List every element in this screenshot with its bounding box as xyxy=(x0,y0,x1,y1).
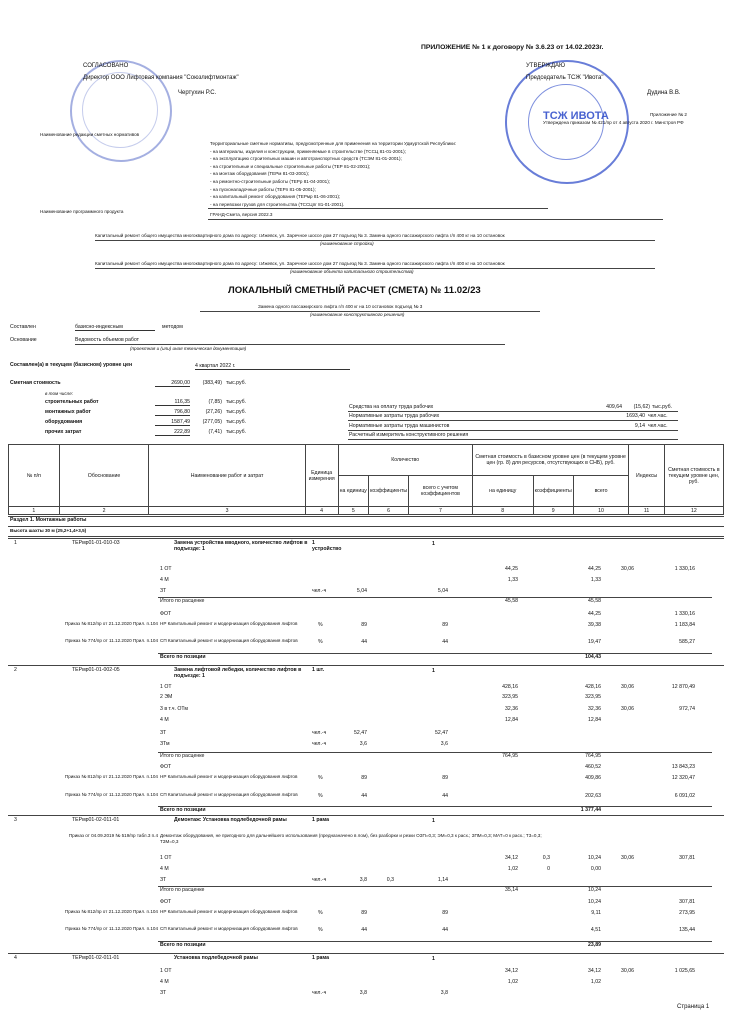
cost-row-q2: 0,3 xyxy=(386,877,394,883)
item-code: ТЕРмр01-02-011-01 xyxy=(72,817,120,823)
summary-unit: чел.час. xyxy=(648,423,668,429)
th-current: Сметная стоимость в текущем уровне цен, руб. xyxy=(664,445,723,507)
cost-row-unit: тыс.руб. xyxy=(226,419,247,425)
item-name: Установка подлебедочной рамы xyxy=(174,955,258,961)
approved-right-name: Дудина В.В. xyxy=(647,90,681,96)
overhead-q1: 44 xyxy=(361,793,367,799)
overhead-s3: 9,11 xyxy=(591,910,601,916)
cost-row-s1: 323,95 xyxy=(502,694,518,700)
cost-row-s3: 10,24 xyxy=(588,855,601,861)
overhead-current: 6 091,02 xyxy=(674,793,695,799)
th-n: 12 xyxy=(664,507,723,515)
overhead-q3: 89 xyxy=(442,775,448,781)
cost-unit: тыс.руб. xyxy=(226,380,247,386)
approved-left-name: Чертухин Р.С. xyxy=(178,90,217,96)
th-q1: на единицу xyxy=(338,476,369,507)
appendix-ref-2: Утверждена приказом № 421/пр от 4 августа 2020 г. Минстроя РФ xyxy=(543,120,684,125)
cost-row-s3: 460,52 xyxy=(585,764,601,770)
cost-row-unit: тыс.руб. xyxy=(226,429,247,435)
cost-row-index: 30,06 xyxy=(621,855,634,861)
cost-row-label: оборудования xyxy=(45,419,83,425)
overhead-current: 273,95 xyxy=(679,910,695,916)
overhead-name: НР Капитальный ремонт и модернизация оборудования лифтов xyxy=(160,621,298,626)
item-number: 3 xyxy=(14,817,17,823)
item-unit: 1 устройство xyxy=(312,540,342,553)
cost-row-s3: 764,95 xyxy=(585,753,601,759)
th-cost: Сметная стоимость в базисном уровне цен (в текущем уровне цен (гр. 8) для ресурсов, отсутствующих в СНБ), руб. xyxy=(472,445,629,476)
approved-left-label: СОГЛАСОВАНО xyxy=(83,63,129,69)
cost-row-s1: 34,12 xyxy=(505,855,518,861)
cost-row-unit: тыс.руб. xyxy=(226,399,247,405)
norms-line: - на капитальный ремонт оборудования (ТЕРмр 81-06-2001); xyxy=(210,194,341,200)
cost-row-current: 1 330,16 xyxy=(674,566,695,572)
item-total-label: Всего по позиции xyxy=(160,807,206,813)
cost-row-q3: 52,47 xyxy=(435,730,448,736)
item-qty: 1 xyxy=(432,956,435,962)
summary-unit: чел.час. xyxy=(648,413,668,419)
item-name: Демонтаж: Установка подлебедочной рамы xyxy=(174,817,287,823)
cost-row-s1: 12,84 xyxy=(505,717,518,723)
item-qty: 1 xyxy=(432,541,435,547)
overhead-q1: 89 xyxy=(361,622,367,628)
cost-row-value: 116,35 xyxy=(155,399,190,406)
overhead-ref: Приказ № 774/пр от 11.12.2020 Прил. п.104 xyxy=(65,792,158,797)
cost-row-q1: 3,8 xyxy=(359,990,367,996)
summary-value: 1693,40 xyxy=(626,413,645,419)
overhead-name: СП Капитальный ремонт и модернизация оборудования лифтов xyxy=(160,638,298,643)
cost-row-s2: 0,3 xyxy=(542,855,550,861)
cost-row-value: 222,89 xyxy=(155,429,190,436)
summary-base: (15,62) xyxy=(633,404,650,410)
cost-row-current: 12 870,49 xyxy=(671,684,695,690)
item-code: ТЕРмр01-01-002-05 xyxy=(72,667,120,673)
cost-row-name: 1 ОТ xyxy=(160,684,172,690)
cost-row-index: 30,06 xyxy=(621,706,634,712)
cost-row-base: (7,85) xyxy=(208,399,222,405)
item-number: 2 xyxy=(14,667,17,673)
cost-row-name: ФОТ xyxy=(160,611,172,617)
cost-row-name: 4 М xyxy=(160,866,169,872)
overhead-current: 12 320,47 xyxy=(671,775,695,781)
cost-row-s3: 10,24 xyxy=(588,887,601,893)
overhead-s3: 39,38 xyxy=(588,622,601,628)
method-suffix: методом xyxy=(162,324,183,330)
norms-line: - на строительные и специальные строительные работы (ТЕР 81-02-2001); xyxy=(210,163,371,169)
cost-row-name: ЗТ xyxy=(160,730,167,736)
norms-line: - на пусконаладочные работы (ТЕРп 81-05-2001); xyxy=(210,186,316,192)
item-qty: 1 xyxy=(432,818,435,824)
overhead-unit: % xyxy=(318,622,323,628)
overhead-q1: 44 xyxy=(361,639,367,645)
cost-row-unit: чел.-ч xyxy=(312,730,327,736)
cost-row-name: 4 М xyxy=(160,717,169,723)
overhead-q1: 89 xyxy=(361,910,367,916)
summary-unit: тыс.руб. xyxy=(652,404,673,410)
method-value: базисно-индексным xyxy=(75,324,155,331)
cost-row-s3: 0,00 xyxy=(590,866,601,872)
cost-row-s1: 1,33 xyxy=(507,577,518,583)
th-s2: коэффициенты xyxy=(533,476,573,507)
cost-row-label: монтажных работ xyxy=(45,409,91,415)
th-q3: всего с учетом коэффициентов xyxy=(409,476,473,507)
th-unit: Единица измерения xyxy=(305,445,338,507)
item-code: ТЕРмр01-02-011-01 xyxy=(72,955,120,961)
cost-row-q1: 3,6 xyxy=(359,741,367,747)
cost-row-unit: тыс.руб. xyxy=(226,409,247,415)
cost-row-s3: 32,36 xyxy=(588,706,601,712)
appendix-ref-1: Приложение № 2 xyxy=(650,112,687,117)
cost-row-current: 13 843,23 xyxy=(671,764,695,770)
overhead-ref: Приказ № 812/пр от 21.12.2020 Прил. п.104 xyxy=(64,909,158,914)
cost-row-name: Итого по расценке xyxy=(160,598,205,604)
cost-row-label: прочих затрат xyxy=(45,429,82,435)
overhead-unit: % xyxy=(318,910,323,916)
cost-row-s3: 12,84 xyxy=(588,717,601,723)
overhead-current: 135,44 xyxy=(679,927,695,933)
approved-right-position: Председатель ТСЖ "Ивота" xyxy=(526,75,604,81)
estimate-table-header xyxy=(8,444,724,515)
price-level-value: 4 квартал 2022 г. xyxy=(195,363,350,370)
summary-label: Средства на оплату труда рабочих xyxy=(349,404,434,410)
cost-row-name: 1 ОТ xyxy=(160,566,172,572)
software-value: ГРАНД-Смета, версия 2022.3 xyxy=(210,212,273,217)
software-label: Наименование программного продукта xyxy=(40,209,124,214)
overhead-current: 1 183,84 xyxy=(674,622,695,628)
norms-label: Наименование редакции сметных нормативов xyxy=(40,132,140,137)
cost-row-base: (27,26) xyxy=(205,409,222,415)
section-title: Раздел 1. Монтажные работы xyxy=(10,517,87,523)
summary-label: Нормативные затраты труда рабочих xyxy=(349,413,440,419)
cost-row-name: 2 ЭМ xyxy=(160,694,173,700)
item3-note-text2: ТЗМ=0,3 xyxy=(160,839,179,844)
item-qty: 1 xyxy=(432,668,435,674)
overhead-q3: 44 xyxy=(442,793,448,799)
overhead-name: НР Капитальный ремонт и модернизация оборудования лифтов xyxy=(160,909,298,914)
overhead-ref: Приказ № 812/пр от 21.12.2020 Прил. п.104 xyxy=(64,774,158,779)
overhead-s3: 19,47 xyxy=(588,639,601,645)
cost-row-name: Итого по расценке xyxy=(160,887,205,893)
approved-left-position: Директор ООО Лифтовая компания "Союзлифтмонтаж" xyxy=(83,75,239,81)
cost-row-name: 4 М xyxy=(160,577,169,583)
cost-row-s1: 764,95 xyxy=(502,753,518,759)
item-total-value: 104,43 xyxy=(585,654,601,660)
overhead-ref: Приказ № 774/пр от 11.12.2020 Прил. п.104 xyxy=(65,926,158,931)
cost-row-base: (277,05) xyxy=(202,419,222,425)
overhead-unit: % xyxy=(318,775,323,781)
cost-row-s1: 45,58 xyxy=(505,598,518,604)
item-unit: 1 рама xyxy=(312,817,330,823)
item-name: Замена устройства вводного, количество лифтов в подъезде: 1 xyxy=(174,540,308,553)
th-name: Наименование работ и затрат xyxy=(149,445,305,507)
doc-title: ЛОКАЛЬНЫЙ СМЕТНЫЙ РАСЧЕТ (СМЕТА) № 11.02/23 xyxy=(228,285,481,296)
cost-row-index: 30,06 xyxy=(621,566,634,572)
basis-caption: (проектная и (или) иная техническая документация) xyxy=(130,346,247,351)
cost-row-label: строительных работ xyxy=(45,399,99,405)
cost-row-s3: 428,16 xyxy=(585,684,601,690)
item-unit: 1 рама xyxy=(312,955,330,961)
overhead-q3: 89 xyxy=(442,622,448,628)
item3-note-ref: Приказ от 04.09.2019 № 519/пр табл.3 п.4 xyxy=(68,833,158,838)
item-number: 1 xyxy=(14,540,17,546)
subsection-title: Высота шахты 30 м (25,2+1,4+3,5) xyxy=(10,528,87,533)
cost-total-base: (383,49) xyxy=(202,380,222,386)
approved-right-label: УТВЕРЖДАЮ xyxy=(526,63,566,69)
cost-row-name: ЗТм xyxy=(160,741,170,747)
overhead-unit: % xyxy=(318,639,323,645)
cost-row-index: 30,06 xyxy=(621,684,634,690)
th-s1: на единицу xyxy=(472,476,533,507)
th-q2: коэффициенты xyxy=(369,476,409,507)
cost-row-current: 307,81 xyxy=(679,899,695,905)
cost-row-base: (7,41) xyxy=(208,429,222,435)
cost-row-name: ЗТ xyxy=(160,877,167,883)
cost-row-index: 30,06 xyxy=(621,968,634,974)
th-n: 6 xyxy=(369,507,409,515)
item-total-label: Всего по позиции xyxy=(160,942,206,948)
cost-row-s3: 1,02 xyxy=(590,979,601,985)
cost-row-current: 307,81 xyxy=(679,855,695,861)
cost-row-s1: 34,12 xyxy=(505,968,518,974)
price-level-label: Составлен(а) в текущем (базисном) уровне цен xyxy=(10,362,133,368)
cost-row-s1: 32,36 xyxy=(505,706,518,712)
cost-row-q3: 3,6 xyxy=(440,741,448,747)
cost-row-s3: 44,25 xyxy=(588,566,601,572)
cost-row-unit: чел.-ч xyxy=(312,741,327,747)
basis-value: Ведомость объемов работ xyxy=(75,337,140,343)
cost-row-s3: 45,58 xyxy=(588,598,601,604)
cost-row-name: 1 ОТ xyxy=(160,855,172,861)
item-unit: 1 шт. xyxy=(312,667,325,673)
th-n: 3 xyxy=(149,507,305,515)
overhead-s3: 202,63 xyxy=(585,793,601,799)
norms-line: - на эксплуатацию строительных машин и автотранспортных средств (ТСЭМ 81-01-2001); xyxy=(210,156,402,162)
th-n: 1 xyxy=(9,507,60,515)
cost-row-s1: 428,16 xyxy=(502,684,518,690)
method-label: Составлен xyxy=(10,324,36,330)
overhead-current: 585,27 xyxy=(679,639,695,645)
cost-row-q1: 52,47 xyxy=(354,730,367,736)
object-caption: (наименование объекта капитального строительства) xyxy=(290,269,414,274)
cost-row-name: ФОТ xyxy=(160,764,172,770)
cost-incl: в том числе: xyxy=(45,391,74,396)
cost-row-unit: чел.-ч xyxy=(312,990,327,996)
item-total-label: Всего по позиции xyxy=(160,654,206,660)
summary-value: 409,64 xyxy=(606,404,622,410)
norms-line: - на перевозки грузов для строительства (ТССЦпг 81-01-2001). xyxy=(210,201,345,207)
cost-row-q1: 5,04 xyxy=(356,588,367,594)
th-num: № п/п xyxy=(9,445,60,507)
th-n: 11 xyxy=(629,507,664,515)
cost-row-s1: 35,14 xyxy=(505,887,518,893)
th-n: 10 xyxy=(573,507,629,515)
overhead-ref: Приказ № 774/пр от 11.12.2020 Прил. п.104 xyxy=(65,638,158,643)
cost-row-s1: 44,25 xyxy=(505,566,518,572)
stamp-right-text: ТСЖ ИВОТА xyxy=(543,110,609,122)
construction-caption: (наименование стройки) xyxy=(320,241,374,246)
cost-row-q3: 1,14 xyxy=(437,877,448,883)
overhead-q3: 44 xyxy=(442,927,448,933)
norms-line: - на ремонтно-строительные работы (ТЕРр 81-04-2001); xyxy=(210,178,331,184)
overhead-q3: 89 xyxy=(442,910,448,916)
work-value: Замена одного пассажирского лифта г/п 400 кг на 10 остановок подъезд № 3 xyxy=(258,304,423,309)
th-basis: Обоснование xyxy=(59,445,149,507)
cost-row-q1: 3,8 xyxy=(359,877,367,883)
cost-row-s3: 1,33 xyxy=(590,577,601,583)
work-caption: (наименование конструктивного решения) xyxy=(310,312,405,317)
norms-line: Территориальные сметные нормативы, предусмотренные для применения на территории Удмуртской Республики: xyxy=(210,141,457,146)
overhead-s3: 4,51 xyxy=(590,927,601,933)
cost-row-name: Итого по расценке xyxy=(160,753,205,759)
cost-row-current: 1 330,16 xyxy=(674,611,695,617)
cost-row-current: 972,74 xyxy=(679,706,695,712)
cost-row-s3: 323,95 xyxy=(585,694,601,700)
cost-total: 2690,00 xyxy=(155,380,190,387)
cost-row-s3: 44,25 xyxy=(588,611,601,617)
overhead-unit: % xyxy=(318,927,323,933)
th-n: 9 xyxy=(533,507,573,515)
cost-row-unit: чел.-ч xyxy=(312,588,327,594)
th-n: 7 xyxy=(409,507,473,515)
summary-label: Нормативные затраты труда машинистов xyxy=(349,423,450,429)
cost-row-value: 796,80 xyxy=(155,409,190,416)
th-qty: Количество xyxy=(338,445,472,476)
construction-value: Капитальный ремонт общего имущества многоквартирного дома по адресу: г.Ижевск, ул. Заречное шоссе дом 27 подъезд № 3. Замена одного пассажирского лифта г/п 400 кг на 10 остановок xyxy=(95,233,505,238)
cost-row-q3: 5,04 xyxy=(437,588,448,594)
item-name: Замена лифтовой лебедки, количество лифтов в подъезде: 1 xyxy=(174,667,302,680)
item-total-value: 1 377,44 xyxy=(580,807,601,813)
item3-note-text: Демонтаж оборудования, не пригодного для дальнейшего использования (предназначено в лом), без разборки и резки ОЗП=0,3; ЭМ=0,3 к расх.; ЗПМ=0,3; МАТ=0 к расх.; Т3=0,3; xyxy=(160,833,542,838)
th-n: 5 xyxy=(338,507,369,515)
norms-line: - на материалы, изделия и конструкции, применяемые в строительстве (ТССЦ 81-01-2001); xyxy=(210,148,406,154)
basis-label: Основание xyxy=(10,337,37,343)
summary-label: Расчетный измеритель конструктивного решения xyxy=(349,432,469,438)
th-n: 8 xyxy=(472,507,533,515)
th-index: Индексы xyxy=(629,445,664,507)
cost-row-s3: 34,12 xyxy=(588,968,601,974)
cost-row-name: ФОТ xyxy=(160,899,172,905)
cost-row-unit: чел.-ч xyxy=(312,877,327,883)
overhead-q3: 44 xyxy=(442,639,448,645)
overhead-name: СП Капитальный ремонт и модернизация оборудования лифтов xyxy=(160,926,298,931)
th-s3: всего xyxy=(573,476,629,507)
cost-row-name: 1 ОТ xyxy=(160,968,172,974)
item-total-value: 23,89 xyxy=(588,942,601,948)
object-value: Капитальный ремонт общего имущества многоквартирного дома по адресу: г.Ижевск, ул. Заречное шоссе дом 27 подъезд № 3. Замена одного пассажирского лифта г/п 400 кг на 10 остановок xyxy=(95,261,505,266)
page-number: Страница 1 xyxy=(677,1004,710,1010)
overhead-name: СП Капитальный ремонт и модернизация оборудования лифтов xyxy=(160,792,298,797)
cost-row-q3: 3,8 xyxy=(440,990,448,996)
norms-lines xyxy=(210,140,456,208)
cost-row-s1: 1,02 xyxy=(507,979,518,985)
appendix-title: ПРИЛОЖЕНИЕ № 1 к договору № 3.6.23 от 14.02.2023г. xyxy=(421,44,604,51)
cost-row-s2: 0 xyxy=(547,866,550,872)
overhead-q1: 89 xyxy=(361,775,367,781)
overhead-ref: Приказ № 812/пр от 21.12.2020 Прил. п.104 xyxy=(64,621,158,626)
th-n: 4 xyxy=(305,507,338,515)
cost-label: Сметная стоимость xyxy=(10,380,61,386)
overhead-s3: 409,86 xyxy=(585,775,601,781)
overhead-q1: 44 xyxy=(361,927,367,933)
th-n: 2 xyxy=(59,507,149,515)
cost-row-name: ЗТ xyxy=(160,588,167,594)
cost-row-s1: 1,02 xyxy=(507,866,518,872)
overhead-unit: % xyxy=(318,793,323,799)
item-code: ТЕРмр01-01-010-03 xyxy=(72,540,120,546)
cost-row-name: 3 в т.ч. ОТм xyxy=(160,706,188,712)
norms-line: - на монтаж оборудования (ТЕРм 81-03-2001); xyxy=(210,171,310,177)
cost-row-name: 4 М xyxy=(160,979,169,985)
item-number: 4 xyxy=(14,955,17,961)
cost-row-value: 1587,49 xyxy=(155,419,190,426)
overhead-name: НР Капитальный ремонт и модернизация оборудования лифтов xyxy=(160,774,298,779)
cost-row-current: 1 025,65 xyxy=(674,968,695,974)
cost-row-s3: 10,24 xyxy=(588,899,601,905)
summary-value: 9,14 xyxy=(634,423,645,429)
cost-row-name: ЗТ xyxy=(160,990,167,996)
